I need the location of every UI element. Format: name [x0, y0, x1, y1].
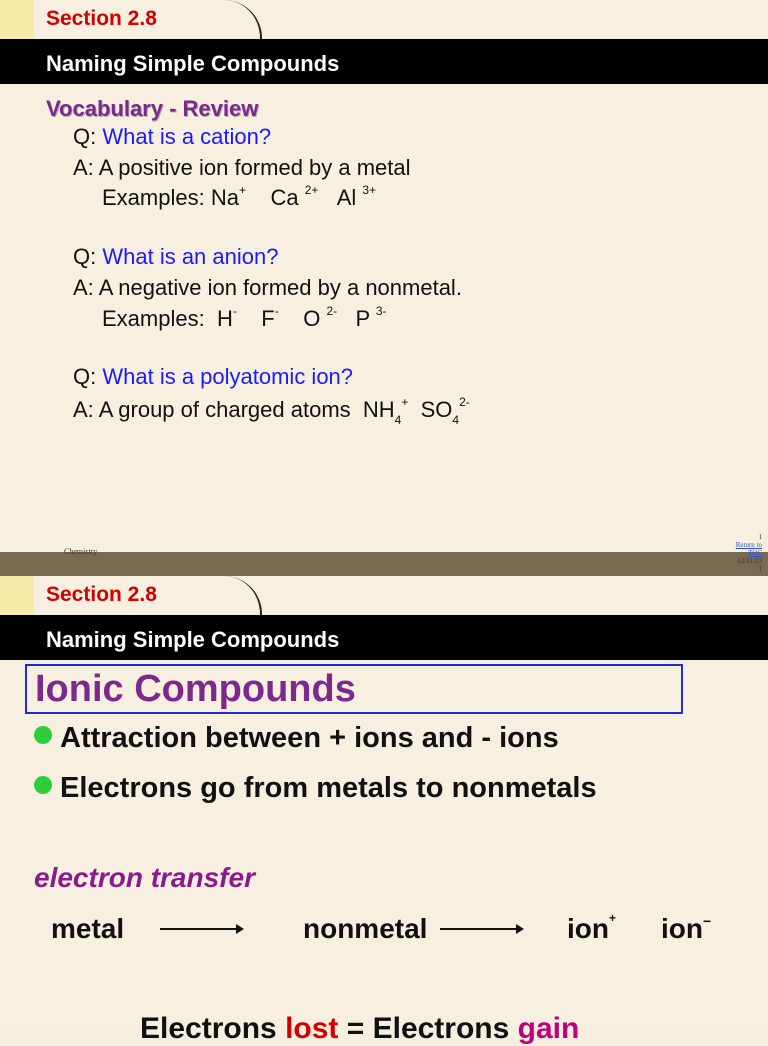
title-bar [0, 39, 768, 84]
q-prefix: Q: [73, 364, 97, 389]
ion-charge: 3+ [362, 183, 377, 197]
arrow-right-icon [440, 928, 522, 930]
ion-na: Na [210, 185, 239, 210]
slide-title: Naming Simple Compounds [46, 51, 340, 76]
bullet-dot-icon [34, 776, 52, 794]
ion-f: F [261, 306, 275, 331]
ion-subscript: 4 [452, 413, 460, 427]
anion-label [661, 913, 711, 945]
electrons-balance-line [140, 1012, 579, 1046]
section-label: Section 2.8 [46, 583, 157, 606]
question-2 [73, 244, 278, 270]
section-label: Section 2.8 [46, 7, 157, 30]
metal-label: metal [51, 913, 125, 944]
cut-text: = Electrons [338, 1012, 518, 1045]
ion-charge: 2- [326, 304, 338, 318]
nonmetal-label: nonmetal [303, 913, 428, 944]
ionic-compounds-box [25, 664, 683, 714]
question-1 [73, 124, 271, 150]
arrow-right-icon [160, 928, 242, 930]
cut-text: Electrons [140, 1012, 286, 1045]
ion-subscript: 4 [394, 413, 402, 427]
title-bar [0, 615, 768, 660]
ion-charge: + [238, 183, 246, 197]
footer-left: Chemistry [64, 547, 98, 556]
ion-charge: - [274, 304, 279, 318]
footer-right [722, 533, 762, 573]
return-to-toc-link[interactable]: Return to TOC [735, 541, 762, 557]
bullet-2 [34, 772, 597, 805]
examples-1 [102, 185, 376, 211]
lost-word: lost [285, 1012, 339, 1045]
gain-word: gain [517, 1012, 580, 1045]
examples-2 [102, 306, 387, 332]
ion-ca: Ca [270, 185, 299, 210]
question-text: What is an anion? [102, 244, 279, 269]
ion-nh4: NH [362, 397, 395, 422]
ion-charge: - [232, 304, 237, 318]
ion-charge: 3- [375, 304, 387, 318]
answer-3 [73, 395, 470, 427]
answer-text: A negative ion formed by a nonmetal. [98, 275, 462, 300]
vocab-heading: Vocabulary - Review [46, 96, 259, 121]
ion-charge: + [609, 911, 617, 925]
q-prefix: Q: [73, 244, 97, 269]
footer-date: 12/11/23 [737, 557, 762, 565]
cation-label [567, 913, 616, 945]
footer-page: 1 [758, 533, 762, 541]
a-prefix: A: [73, 155, 94, 180]
slide-title: Naming Simple Compounds [46, 627, 340, 652]
ion-text: ion [567, 913, 609, 944]
slide-2 [0, 576, 768, 1045]
bullet-dot-icon [34, 726, 52, 744]
footer-page-number: 1 [758, 565, 762, 573]
examples-label: Examples: [102, 306, 205, 331]
examples-label: Examples: [102, 185, 205, 210]
tab-accent-box [0, 0, 35, 39]
ionic-compounds-title: Ionic Compounds [35, 668, 356, 710]
tab-accent-box [0, 576, 35, 615]
q-prefix: Q: [73, 124, 97, 149]
answer-1 [73, 155, 411, 181]
answer-text: A positive ion formed by a metal [98, 155, 411, 180]
ion-charge: 2+ [304, 183, 319, 197]
bullet-text: Attraction between + ions and - ions [60, 722, 559, 754]
ion-text: ion [661, 913, 703, 944]
electron-transfer-label: electron transfer [34, 862, 255, 893]
ion-al: Al [336, 185, 357, 210]
question-text: What is a cation? [102, 124, 272, 149]
ion-p: P [355, 306, 370, 331]
ion-charge: 2- [459, 395, 470, 409]
ion-so4: SO [420, 397, 453, 422]
ion-h: H [216, 306, 233, 331]
a-prefix: A: [73, 397, 94, 422]
answer-2 [73, 275, 462, 301]
question-3 [73, 364, 353, 390]
slide-separator [0, 552, 768, 576]
bullet-1 [34, 722, 559, 755]
answer-text: A group of charged atoms [98, 397, 351, 422]
ion-charge: + [401, 395, 409, 409]
question-text: What is a polyatomic ion? [102, 364, 354, 389]
a-prefix: A: [73, 275, 94, 300]
ion-charge: − [703, 913, 712, 929]
ion-o: O [303, 306, 321, 331]
bullet-text: Electrons go from metals to nonmetals [60, 772, 597, 804]
